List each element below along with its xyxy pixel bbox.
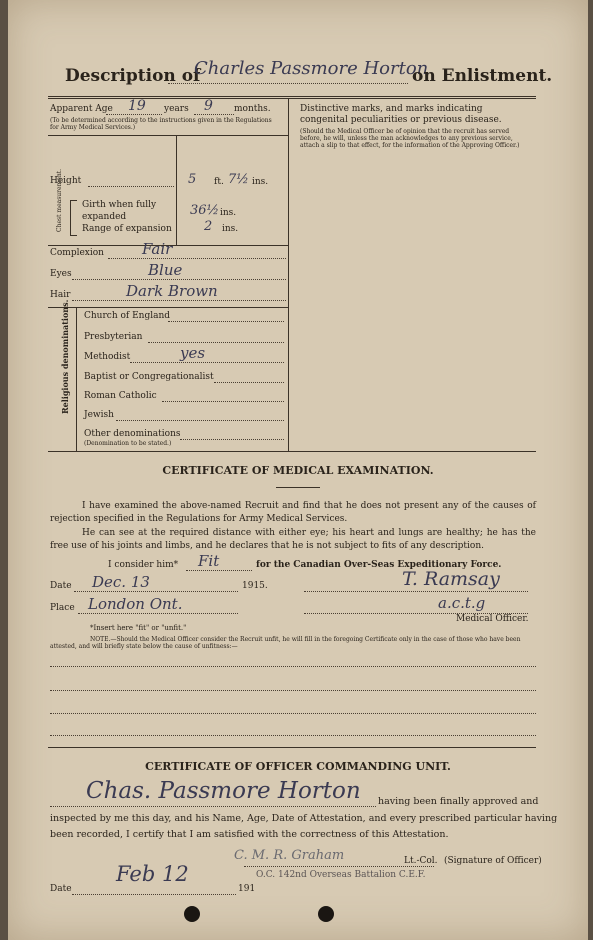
height-dotline <box>88 186 174 187</box>
column-divider <box>288 99 289 451</box>
officer-para-a: having been finally approved and <box>378 796 539 807</box>
marks-title: Distinctive marks, and marks indicating congenital peculiarities or previous disease. <box>300 104 502 125</box>
age-years-line <box>106 114 162 115</box>
eyes-line <box>72 279 286 280</box>
consider-label: I consider him* <box>108 560 179 570</box>
height-ft-value: 5 <box>188 172 197 187</box>
chest-side-label: Chest measurement. <box>56 168 63 232</box>
place-line <box>78 613 238 614</box>
baptist-label: Baptist or Congregationalist <box>84 372 214 382</box>
title-left: Description of <box>65 66 201 86</box>
officer-para-c: been recorded, I certify that I am satisfied with the correctness of this Attestation. <box>50 829 449 840</box>
medical-date-label: Date <box>50 581 72 591</box>
title-dotline <box>168 82 408 84</box>
fit-value: Fit <box>198 552 220 570</box>
medical-title: CERTIFICATE OF MEDICAL EXAMINATION. <box>162 464 434 477</box>
girth-label: Girth when fully expanded <box>82 200 157 222</box>
methodist-line <box>130 362 284 363</box>
height-in-value: 7½ <box>228 172 249 187</box>
age-months-line <box>194 114 234 115</box>
medical-date-line <box>74 591 238 592</box>
relig-divider <box>76 307 77 451</box>
medical-title-ornament <box>276 487 320 488</box>
commander-rank: Lt.-Col. <box>404 856 438 866</box>
height-label: Height <box>50 176 82 186</box>
baptist-line <box>214 382 284 383</box>
signed-name-line <box>50 806 376 807</box>
years-label: years <box>164 104 189 114</box>
commander-sig-line <box>244 866 434 867</box>
age-label: Apparent Age <box>50 104 113 114</box>
girth-ins-label: ins. <box>220 208 237 218</box>
title-right: on Enlistment. <box>412 66 553 86</box>
unfit-line-4 <box>50 735 536 736</box>
medical-officer-label: Medical Officer. <box>456 614 529 624</box>
binding-hole-right <box>318 906 334 922</box>
fit-line <box>186 570 252 571</box>
signed-name: Chas. Passmore Horton <box>86 778 361 804</box>
place-value: London Ont. <box>88 595 183 613</box>
eyes-value: Blue <box>148 261 183 279</box>
presbyterian-label: Presbyterian <box>84 332 143 342</box>
medical-date-value: Dec. 13 <box>92 573 150 591</box>
catholic-label: Roman Catholic <box>84 391 157 401</box>
chest-bracket <box>70 200 77 236</box>
top-rule <box>48 96 536 97</box>
unfit-line-3 <box>50 713 536 714</box>
range-label: Range of expansion <box>82 224 172 234</box>
recruit-name: Charles Passmore Horton <box>194 58 429 79</box>
medical-para-2: He can see at the required distance with either eye; his heart and lungs are healthy; he has the free use of his joints and limbs, and he declares that he is not subject to fits of any description. <box>50 528 536 551</box>
commander-signature: C. M. R. Graham <box>234 848 345 863</box>
medical-year: 1915. <box>242 581 268 591</box>
catholic-line <box>162 401 284 402</box>
months-label: months. <box>234 104 271 114</box>
church-line <box>168 321 284 322</box>
measure-divider <box>176 135 177 245</box>
complexion-value: Fair <box>142 240 173 258</box>
attestation-sheet <box>8 0 588 940</box>
methodist-label: Methodist <box>84 352 131 362</box>
officer-date-label: Date <box>50 884 72 894</box>
lower-rule <box>48 747 536 748</box>
ft-label: ft. <box>214 177 224 187</box>
jewish-label: Jewish <box>84 410 114 420</box>
officer-title: CERTIFICATE OF OFFICER COMMANDING UNIT. <box>145 760 451 773</box>
left-rule-1 <box>48 135 288 136</box>
officer-date-value: Feb 12 <box>116 862 189 886</box>
other-note: (Denomination to be stated.) <box>84 440 172 447</box>
church-label: Church of England <box>84 311 171 321</box>
other-line <box>180 439 284 440</box>
eyes-label: Eyes <box>50 269 72 279</box>
age-years-value: 19 <box>128 98 146 114</box>
for-force-label: for the Canadian Over-Seas Expeditionary Force. <box>256 560 502 570</box>
presbyterian-line <box>148 342 284 343</box>
hair-line <box>72 300 286 301</box>
officer-sig-line <box>304 591 528 592</box>
medical-para-1: I have examined the above-named Recruit and find that he does not present any of the causes of rejection specified in the Regulations for Army Medical Services. <box>50 501 536 524</box>
jewish-line <box>116 420 284 421</box>
binding-hole-left <box>184 906 200 922</box>
unfit-line-1 <box>50 666 536 667</box>
officer-year: 191 <box>238 884 256 894</box>
unfit-line-2 <box>50 690 536 691</box>
range-ins-label: ins. <box>222 224 239 234</box>
acting-value: a.c.t.g <box>438 594 486 612</box>
left-rule-3 <box>48 307 288 308</box>
range-value: 2 <box>204 219 213 234</box>
mid-rule <box>48 451 536 452</box>
other-label: Other denominations <box>84 429 181 439</box>
relig-side-label: Religious denominations. <box>60 299 70 414</box>
insert-note: *Insert here "fit" or "unfit." <box>90 624 187 632</box>
methodist-value: yes <box>180 344 206 362</box>
hair-value: Dark Brown <box>126 282 218 300</box>
medical-officer-signature: T. Ramsay <box>402 568 500 590</box>
officer-date-line <box>72 894 236 895</box>
age-note: (To be determined according to the instructions given in the Regulations for Army Medical Services.) <box>50 117 272 131</box>
officer-para-b: inspected by me this day, and his Name, Age, Date of Attestation, and every prescribed particular having <box>50 813 558 824</box>
nota-note: NOTE.—Should the Medical Officer consider the Recruit unfit, he will fill in the foregoing Certificate only in the case of those who have been attested, and will briefly state below the cause of unfitness:— <box>50 636 521 650</box>
hair-label: Hair <box>50 290 71 300</box>
top-rule-2 <box>48 98 536 99</box>
age-months-value: 9 <box>204 98 213 114</box>
place-label: Place <box>50 603 75 613</box>
marks-note: (Should the Medical Officer be of opinion that the recruit has served before, he will, unless the man acknowledges to any previous service, attach a slip to that effect, for the information of the Approving Officer.) <box>300 128 520 149</box>
girth-value: 36½ <box>190 203 220 218</box>
complexion-line <box>108 258 286 259</box>
complexion-label: Complexion <box>50 248 104 258</box>
height-ins-label: ins. <box>252 177 269 187</box>
unit-stamp: O.C. 142nd Overseas Battalion C.E.F. <box>256 870 426 880</box>
signature-of-officer-label: (Signature of Officer) <box>444 856 542 866</box>
